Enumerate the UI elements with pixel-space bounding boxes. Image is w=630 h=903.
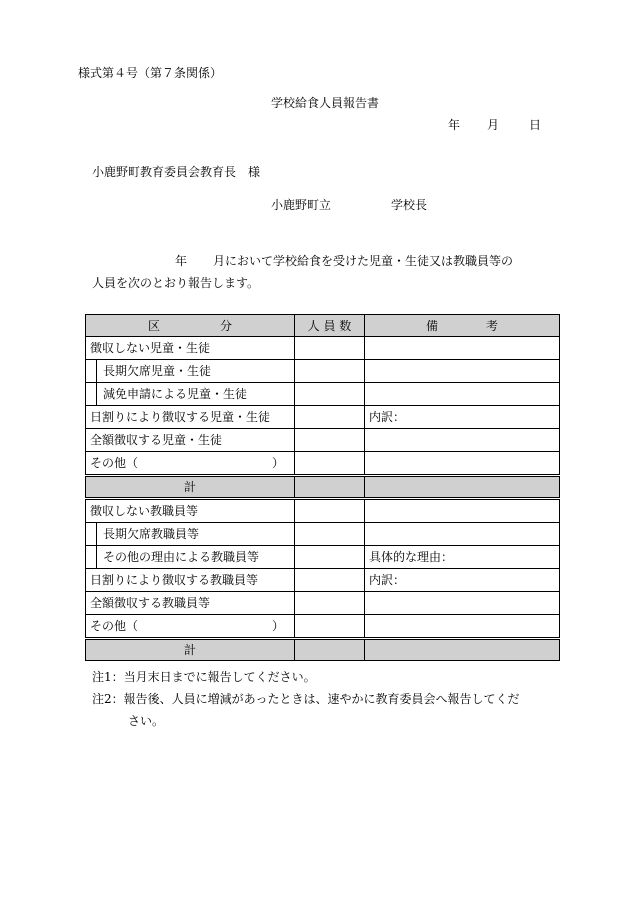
total-label: 計: [86, 639, 295, 661]
other-open-label: その他（: [90, 456, 139, 470]
table-row: [86, 406, 560, 429]
report-table: [85, 314, 560, 661]
date-year-label: 年: [448, 118, 461, 132]
body-text-line1: 月において学校給食を受けた児童・生徒又は教職員等の: [213, 254, 514, 268]
header-count: 人 員 数: [295, 315, 365, 337]
sender-town: 小鹿野町立: [271, 198, 332, 212]
body-text-line2: 人員を次のとおり報告します。: [92, 276, 260, 290]
other-close-label: ）: [271, 619, 284, 633]
row-count-cell[interactable]: [295, 337, 365, 360]
table-row: [86, 452, 560, 476]
row-count-cell[interactable]: [295, 383, 365, 406]
row-category: 日割りにより徴収する児童・生徒: [86, 406, 295, 429]
table-header-row: [86, 315, 560, 337]
total-count-cell[interactable]: [295, 476, 365, 499]
row-category: その他の理由による教職員等: [86, 546, 295, 569]
body-year-label: 年: [175, 254, 188, 268]
row-category: 減免申請による児童・生徒: [86, 383, 295, 406]
row-category-other[interactable]: [86, 615, 295, 639]
row-count-cell[interactable]: [295, 429, 365, 452]
row-category: 全額徴収する児童・生徒: [86, 429, 295, 452]
row-remarks[interactable]: 具体的な理由：: [365, 546, 560, 569]
row-remarks[interactable]: [365, 592, 560, 615]
row-count-cell[interactable]: [295, 615, 365, 639]
date-month-label: 月: [487, 118, 500, 132]
row-remarks[interactable]: 内訳：: [365, 569, 560, 592]
table-row: [86, 499, 560, 523]
table-row: [86, 592, 560, 615]
total-remarks-cell: [365, 476, 560, 499]
row-count-cell[interactable]: [295, 546, 365, 569]
row-category: 徴収しない教職員等: [86, 499, 295, 523]
row-count-cell[interactable]: [295, 499, 365, 523]
row-count-cell[interactable]: [295, 592, 365, 615]
addressee: 小鹿野町教育委員会教育長 様: [92, 165, 261, 179]
row-count-cell[interactable]: [295, 406, 365, 429]
row-category: 長期欠席児童・生徒: [86, 360, 295, 383]
sender-title: 学校長: [391, 198, 428, 212]
date-day-label: 日: [529, 118, 542, 132]
table-row: [86, 523, 560, 546]
table-row: [86, 546, 560, 569]
header-category: 区 分: [86, 315, 295, 337]
row-category: 長期欠席教職員等: [86, 523, 295, 546]
total-count-cell[interactable]: [295, 639, 365, 661]
row-category: 日割りにより徴収する教職員等: [86, 569, 295, 592]
row-count-cell[interactable]: [295, 569, 365, 592]
row-remarks[interactable]: [365, 615, 560, 639]
row-remarks[interactable]: [365, 383, 560, 406]
row-count-cell[interactable]: [295, 360, 365, 383]
row-count-cell[interactable]: [295, 452, 365, 476]
table-row: [86, 360, 560, 383]
total-label: 計: [86, 476, 295, 499]
form-number: 様式第４号（第７条関係）: [78, 66, 223, 80]
row-category: 全額徴収する教職員等: [86, 592, 295, 615]
table-row: [86, 383, 560, 406]
table-row: [86, 429, 560, 452]
row-remarks[interactable]: [365, 429, 560, 452]
note-2-continuation: さい。: [128, 714, 165, 728]
row-category-other[interactable]: [86, 452, 295, 476]
header-remarks: 備 考: [365, 315, 560, 337]
table-row: [86, 615, 560, 639]
total-row-students: [86, 476, 560, 499]
note-2: 注2：報告後、人員に増減があったときは、速やかに教育委員会へ報告してくだ: [92, 692, 520, 706]
row-count-cell[interactable]: [295, 523, 365, 546]
row-remarks[interactable]: [365, 499, 560, 523]
total-remarks-cell: [365, 639, 560, 661]
other-open-label: その他（: [90, 619, 139, 633]
note-1: 注1：当月末日までに報告してください。: [92, 670, 316, 684]
row-remarks[interactable]: [365, 360, 560, 383]
other-close-label: ）: [271, 456, 284, 470]
row-remarks[interactable]: 内訳：: [365, 406, 560, 429]
table-row: [86, 337, 560, 360]
table-row: [86, 569, 560, 592]
row-remarks[interactable]: [365, 452, 560, 476]
total-row-staff: [86, 639, 560, 661]
row-remarks[interactable]: [365, 523, 560, 546]
row-remarks[interactable]: [365, 337, 560, 360]
row-category: 徴収しない児童・生徒: [86, 337, 295, 360]
document-title: 学校給食人員報告書: [271, 96, 380, 110]
